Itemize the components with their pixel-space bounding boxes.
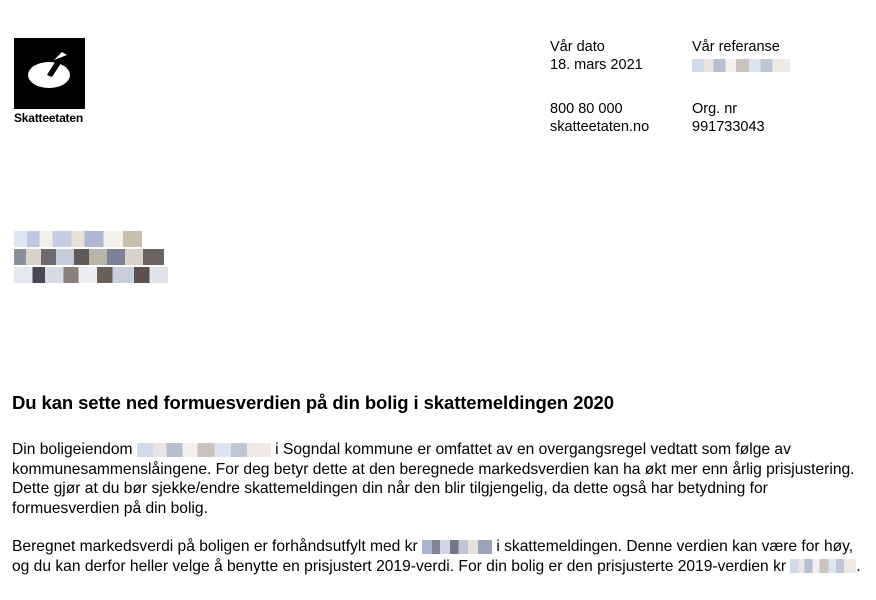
p2-text-start: Beregnet markedsverdi på boligen er forhåndsutfylt med kr [12, 538, 422, 555]
skatteetaten-logo [14, 38, 86, 125]
date-value: 18. mars 2021 [550, 57, 643, 73]
logo-text: Skatteetaten [14, 111, 83, 125]
property-id-redacted [137, 443, 271, 457]
reference-value-redacted [692, 56, 790, 74]
p2-text-middle: i skattemeldingen. Denne verdien kan være for høy, og du kan derfor heller velge å benytte en prisjustert 2019-verdi. For din bolig er den prisjusterte 2019-verdien kr [12, 538, 854, 575]
phone-number: 800 80 000 [550, 101, 623, 117]
recipient-address-redacted [14, 231, 170, 285]
paragraph-2 [12, 537, 862, 576]
website: skatteetaten.no [550, 119, 650, 135]
document-title: Du kan sette ned formuesverdien på din bolig i skattemeldingen 2020 [12, 392, 614, 413]
address-line-redacted [14, 267, 168, 283]
address-line-redacted [14, 231, 142, 247]
reference-label: Vår referanse [692, 39, 780, 55]
p2-text-end: . [856, 557, 861, 575]
p1-text-end: i Sogndal kommune er omfattet av en overgangsregel vedtatt som følge av kommunesammenslåingene. For deg betyr dette at den beregnede markedsverdien kan ha økt mer enn årlig prisjustering. Dette gjør at du bør sjekke/endre skattemeldingen din når den blir tilgjengelig, da dette også har betydning for formuesverdien på din bolig. [12, 441, 855, 517]
adjusted-value-redacted [790, 559, 856, 573]
org-label: Org. nr [692, 101, 738, 117]
date-block [550, 38, 643, 74]
org-block [692, 100, 765, 136]
p1-text-start: Din boligeiendom [12, 441, 137, 458]
contact-block [550, 100, 649, 136]
address-line-redacted [14, 249, 164, 265]
org-number: 991733043 [692, 119, 765, 135]
market-value-redacted [422, 540, 492, 554]
logo-mark-icon [14, 38, 85, 109]
reference-block [692, 38, 790, 74]
date-label: Vår dato [550, 39, 605, 55]
paragraph-1 [12, 440, 862, 518]
